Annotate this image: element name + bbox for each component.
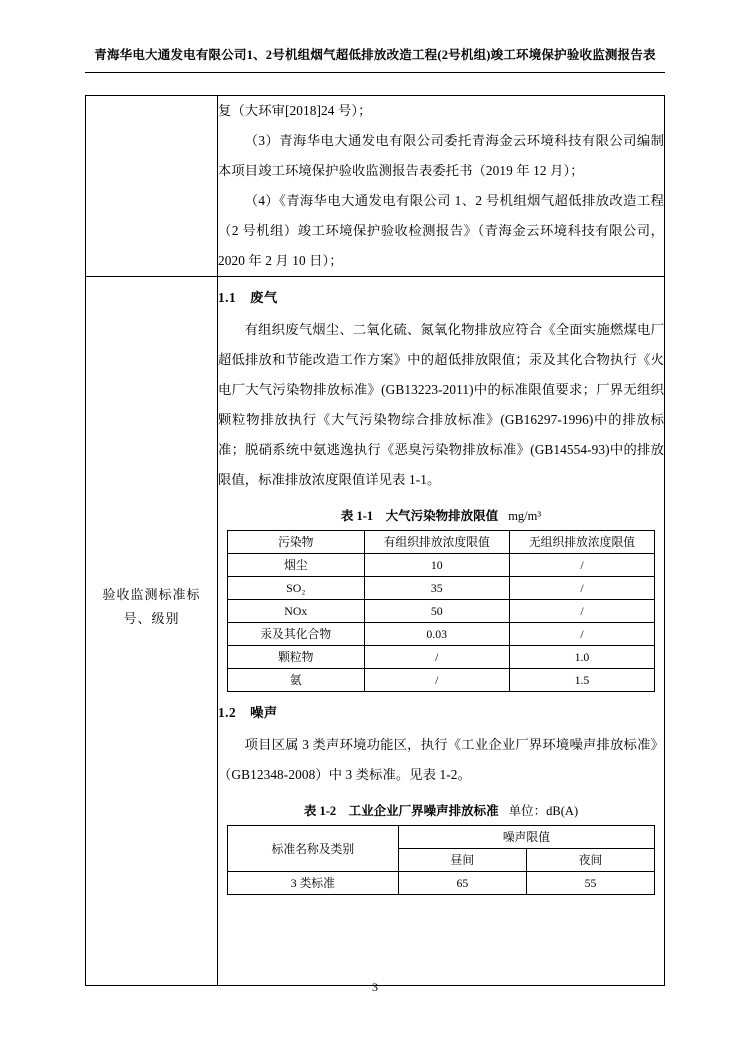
cell-organized-limit: 10 [364,554,509,577]
table-1-1-caption-text: 表 1-1 大气污染物排放限值 [340,509,499,523]
table-1-1-caption [218,505,664,527]
section-title-1-2: 噪声 [250,705,278,720]
cell-unorganized-limit: / [509,623,654,646]
table-air-pollutant-limits [227,530,655,692]
continuation-line-3: （4）《青海华电大通发电有限公司 1、2 号机组烟气超低排放改造工程（2 号机组）竣工环境保护验收检测报告》（青海金云环境科技有限公司，2020 年 2 月 10 日）； [218,193,664,268]
table-1-2-caption-text: 表 1-2 工业企业厂界噪声排放标准 [303,804,499,818]
standards-label-text: 验收监测标准标号、级别 [102,587,201,626]
table-1-1-unit: mg/m³ [508,509,542,523]
header-divider [85,72,665,73]
section-number-1-1: 1.1 [218,290,237,305]
table-row-continuation [86,96,665,277]
cell-organized-limit: / [364,646,509,669]
standards-content-cell [218,277,665,986]
cell-night-limit: 55 [526,872,654,895]
continuation-line-2: （3）青海华电大通发电有限公司委托青海金云环境科技有限公司编制本项目竣工环境保护验收监测报告表委托书（2019 年 12 月）； [218,133,664,178]
cell-day-limit: 65 [398,872,526,895]
table-1-2-header-group: 噪声限值 [398,826,654,849]
table-1-2-caption [218,800,664,822]
table-noise-limits [227,825,655,895]
table-row [227,554,654,577]
cell-organized-limit: 50 [364,600,509,623]
section-heading-1-2 [218,698,664,728]
page-number: 3 [372,980,378,994]
cell-pollutant: 颗粒物 [227,646,364,669]
table-1-2-header-night: 夜间 [526,849,654,872]
cell-unorganized-limit: 1.5 [509,669,654,692]
table-row [227,623,654,646]
empty-label-cell [86,96,218,277]
table-row [227,872,654,895]
section-title-1-1: 废气 [250,290,278,305]
section-number-1-2: 1.2 [218,705,237,720]
table-row [227,577,654,600]
table-row [227,669,654,692]
continuation-content-cell [218,96,665,277]
cell-organized-limit: 0.03 [364,623,509,646]
table-1-1-header-1: 有组织排放浓度限值 [364,531,509,554]
content-bottom-spacer [218,895,664,985]
cell-unorganized-limit: 1.0 [509,646,654,669]
table-row [227,600,654,623]
cell-pollutant: SO₂ [227,577,364,600]
cell-unorganized-limit: / [509,600,654,623]
table-1-2-header-row-1 [227,826,654,849]
cell-organized-limit: / [364,669,509,692]
cell-pollutant: 烟尘 [227,554,364,577]
cell-pollutant: 氨 [227,669,364,692]
section-heading-1-1 [218,283,664,313]
cell-organized-limit: 35 [364,577,509,600]
report-table [85,95,665,986]
table-row [227,646,654,669]
standards-label-cell [86,277,218,986]
cell-unorganized-limit: / [509,577,654,600]
table-1-2-header-day: 昼间 [398,849,526,872]
table-1-1-header-2: 无组织排放浓度限值 [509,531,654,554]
continuation-line-1: 复（大环审[2018]24 号）； [218,103,372,118]
table-1-2-header-category: 标准名称及类别 [227,826,398,872]
cell-standard-class: 3 类标准 [227,872,398,895]
table-1-2-unit: 单位：dB(A) [508,804,579,818]
page-header: 青海华电大通发电有限公司1、2号机组烟气超低排放改造工程(2号机组)竣工环境保护验收监测报告表 [94,48,656,62]
table-row-standards [86,277,665,986]
section-paragraph-1-1: 有组织废气烟尘、二氧化硫、氮氧化物排放应符合《全面实施燃煤电厂超低排放和节能改造工作方案》中的超低排放限值；汞及其化合物执行《火电厂大气污染物排放标准》(GB13223-2011)中的标准限值要求；厂界无组织颗粒物排放执行《大气污染物综合排放标准》(GB16297-1996)中的排放标准；脱硝系统中氨逃逸执行《恶臭污染物排放标准》(GB14554-93)中的排放限值，标准排放浓度限值详见表 1-1。 [218,322,664,487]
section-paragraph-1-2: 项目区属 3 类声环境功能区，执行《工业企业厂界环境噪声排放标准》（GB12348-2008）中 3 类标准。见表 1-2。 [218,737,664,782]
cell-pollutant: 汞及其化合物 [227,623,364,646]
cell-unorganized-limit: / [509,554,654,577]
table-1-1-header-0: 污染物 [227,531,364,554]
cell-pollutant: NOx [227,600,364,623]
table-1-1-header-row [227,531,654,554]
